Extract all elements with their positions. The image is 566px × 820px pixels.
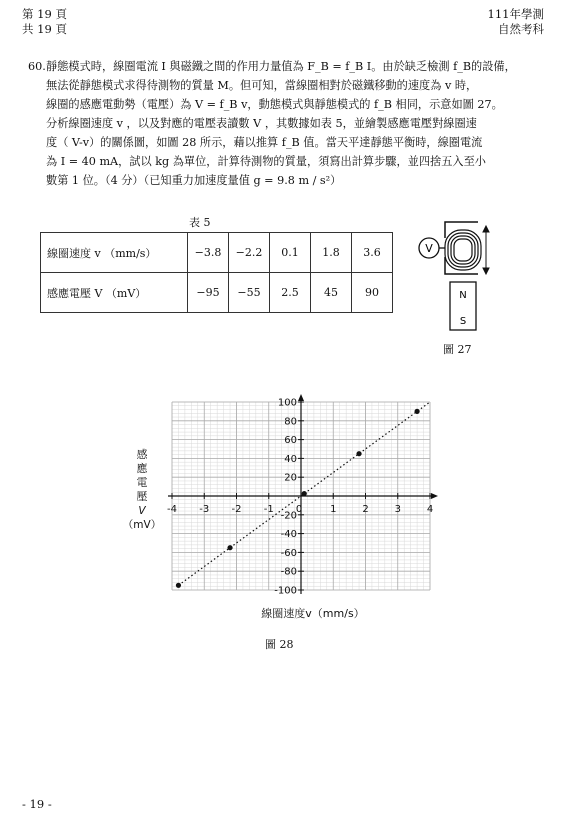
table-cell: −2.2 — [229, 233, 270, 273]
table-caption: 表 5 — [189, 216, 211, 229]
question-text — [46, 57, 516, 190]
y-axis-label: 應 — [136, 462, 148, 475]
question-line: 靜態模式時，線圈電流 I 與磁鐵之間的作用力量值為 F_B = f_B I。由於缺乏檢測 f_B的設備， — [46, 60, 516, 73]
x-tick-label: -3 — [199, 504, 210, 515]
y-axis-label: （mV） — [122, 519, 162, 531]
y-tick-label: -60 — [280, 547, 297, 559]
question-line: 線圈的感應電動勢（電壓）為 V = f_B v，動態模式與靜態模式的 f_B 相同，示意如圖 27。 — [46, 98, 503, 111]
question-number: 60. — [28, 60, 46, 73]
y-tick-label: -80 — [280, 566, 297, 578]
exam-title: 111年學測 — [487, 7, 544, 21]
row-label-voltage: 感應電壓 V （mV） — [41, 273, 188, 313]
question-60 — [28, 57, 534, 190]
table-cell: 90 — [352, 273, 393, 313]
voltmeter-label: V — [425, 242, 433, 255]
coil-icon — [445, 230, 481, 270]
row-label-velocity: 線圈速度 v （mm/s） — [41, 233, 188, 273]
x-axis-label: 線圈速度v（mm/s） — [261, 607, 365, 620]
figure-28-chart — [110, 392, 450, 622]
table-5 — [40, 232, 393, 313]
double-arrow-icon — [483, 226, 489, 274]
figure-27-caption: 圖 27 — [443, 343, 472, 356]
y-tick-label: 60 — [284, 435, 297, 447]
total-pages-header: 共 19 頁 — [22, 22, 67, 36]
x-tick-label: -4 — [167, 504, 177, 515]
question-line: 數第 1 位。（4 分）（已知重力加速度量值 g = 9.8 m / s²） — [46, 174, 342, 187]
x-tick-label: 3 — [394, 504, 401, 515]
y-tick-label: 20 — [284, 472, 297, 484]
table-cell: 1.8 — [311, 233, 352, 273]
y-tick-label: 100 — [277, 397, 297, 409]
table-row — [41, 273, 393, 313]
table-cell: 0.1 — [270, 233, 311, 273]
question-line: 為 I = 40 mA，試以 kg 為單位，計算待測物的質量，須寫出計算步驟，並四捨五入至小 — [46, 155, 486, 168]
y-tick-label: 80 — [284, 416, 297, 428]
x-tick-label: 0 — [295, 504, 303, 515]
question-line: 度（ V-v）的關係圖，如圖 28 所示，藉以推算 f_B 值。當天平達靜態平衡時，線圈電流 — [46, 136, 483, 149]
subject-title: 自然考科 — [498, 22, 544, 36]
table-cell: 2.5 — [270, 273, 311, 313]
y-tick-label: -20 — [280, 510, 297, 522]
y-tick-label: -40 — [280, 529, 297, 541]
figure-27-diagram — [412, 214, 512, 336]
x-tick-label: 2 — [362, 504, 369, 515]
footer-page-number: - 19 - — [22, 797, 52, 811]
x-axis-arrow-icon — [431, 493, 438, 499]
data-point — [176, 583, 181, 588]
table-cell: −55 — [229, 273, 270, 313]
y-axis-label: V — [138, 505, 146, 517]
y-axis-label: 壓 — [136, 490, 148, 503]
data-point — [356, 451, 361, 456]
magnet-north-label: N — [459, 290, 467, 301]
table-cell: 3.6 — [352, 233, 393, 273]
data-point — [415, 409, 420, 414]
x-tick-label: 1 — [330, 504, 337, 515]
figure-28-caption: 圖 28 — [265, 638, 294, 651]
x-tick-label: -2 — [231, 504, 242, 515]
y-tick-label: 40 — [284, 453, 297, 465]
y-axis-arrow-icon — [298, 394, 304, 401]
table-cell: 45 — [311, 273, 352, 313]
table-cell: −95 — [188, 273, 229, 313]
data-point — [302, 491, 307, 496]
page-number-header: 第 19 頁 — [22, 7, 67, 21]
question-line: 無法從靜態模式求得待測物的質量 M。但可知，當線圈相對於磁鐵移動的速度為 v 時， — [46, 79, 478, 92]
y-axis-label: 電 — [136, 476, 148, 489]
x-tick-label: -1 — [263, 504, 274, 515]
y-axis-label: 感 — [136, 448, 148, 461]
y-tick-label: -100 — [274, 585, 297, 597]
question-line: 分析線圈速度 v ，以及對應的電壓表讀數 V ，其數據如表 5，並繪製感應電壓對線圈速 — [46, 117, 477, 130]
table-row — [41, 233, 393, 273]
table-cell: −3.8 — [188, 233, 229, 273]
x-tick-label: 4 — [426, 504, 434, 515]
data-point — [227, 545, 232, 550]
magnet-south-label: S — [459, 316, 467, 327]
